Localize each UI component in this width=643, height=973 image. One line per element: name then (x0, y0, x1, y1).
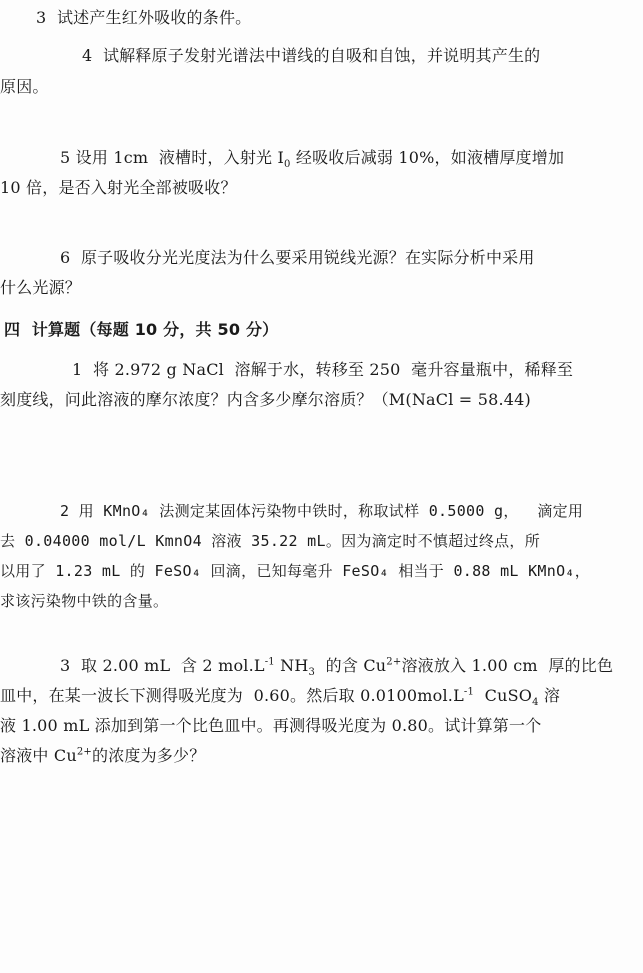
question-6-line-1 (60, 242, 535, 273)
calc-3-text-2b: CuSO (474, 686, 533, 705)
calc-3-text-3: 液 1.00 mL 添加到第一个比色皿中。再测得吸光度为 0.80。试计算第一个 (0, 716, 542, 735)
calc-3-text-2: 皿中，在某一波长下测得吸光度为 0.60。然后取 0.0100mol.L (0, 686, 464, 705)
question-4-line-2 (0, 71, 49, 102)
question-4-line-1 (82, 40, 540, 71)
calc-1-text-cont: 刻度线，问此溶液的摩尔浓度？内含多少摩尔溶质？（M(NaCl = 58.44) (0, 390, 531, 409)
question-5-line-1 (60, 142, 564, 173)
calc-3-text-a: 3 取 2.00 mL 含 2 mol.L (60, 656, 265, 675)
calc-1-line-1 (72, 354, 573, 385)
calc-2-text-4: 求该污染物中铁的含量。 (0, 592, 169, 610)
question-6-line-2 (0, 272, 81, 303)
question-4-text: 4 试解释原子发射光谱法中谱线的自吸和自蚀，并说明其产生的 (82, 46, 541, 65)
calc-3-line-1 (60, 650, 613, 681)
calc-3-sub-1: 3 (308, 667, 316, 679)
calc-2-line-3 (0, 556, 590, 587)
calc-2-line-2 (0, 526, 540, 557)
calc-3-text-4a: 溶液中 Cu (0, 746, 77, 765)
calc-3-sup-1: -1 (264, 656, 275, 668)
calc-3-text-c: 的含 Cu (315, 656, 387, 675)
calc-3-text-b: NH (274, 656, 309, 675)
calc-2-text-3: 以用了 1.23 mL 的 FeSO₄ 回滴，已知每毫升 FeSO₄ 相当于 0.88 mL KMnO₄， (0, 562, 591, 580)
question-5-subscript: 0 (284, 159, 291, 171)
question-5-text-cont: 10 倍，是否入射光全部被吸收？ (0, 178, 237, 197)
question-3-text: 3 试述产生红外吸收的条件。 (36, 8, 252, 27)
calc-3-text-4b: 的浓度为多少？ (92, 746, 206, 765)
question-5-line-2 (0, 172, 237, 203)
question-5-text-b: 经吸收后减弱 10%，如液槽厚度增加 (290, 148, 565, 167)
section-heading (4, 314, 278, 345)
calc-3-line-2 (0, 680, 560, 711)
question-5-text: 5 设用 1cm 液槽时，入射光 I (60, 148, 285, 167)
calc-2-line-4 (0, 586, 168, 617)
calc-3-text-d: 溶液放入 1.00 cm 厚的比色 (401, 656, 614, 675)
section-title: 四 计算题（每题 10 分，共 50 分） (4, 320, 279, 339)
calc-2-text: 2 用 KMnO₄ 法测定某固体污染物中铁时，称取试样 0.5000 g， 滴定用 (60, 502, 584, 520)
calc-3-sup-2: 2+ (386, 656, 402, 668)
calc-3-text-2c: 溶 (538, 686, 561, 705)
calc-3-line-3 (0, 710, 541, 741)
question-6-text: 6 原子吸收分光光度法为什么要采用锐线光源？在实际分析中采用 (60, 248, 535, 267)
calc-1-line-2 (0, 384, 531, 415)
question-4-text-cont: 原因。 (0, 77, 49, 96)
calc-2-line-1 (60, 496, 583, 527)
calc-3-sup-4: 2+ (76, 746, 92, 758)
calc-1-text: 1 将 2.972 g NaCl 溶解于水，转移至 250 毫升容量瓶中，稀释至 (72, 360, 574, 379)
calc-2-text-2: 去 0.04000 mol/L KmnO4 溶液 35.22 mL。因为滴定时不慎超过终点，所 (0, 532, 541, 550)
calc-3-sup-3: -1 (463, 686, 475, 698)
calc-3-sub-2: 4 (532, 697, 539, 709)
question-3 (36, 2, 251, 33)
question-6-text-cont: 什么光源？ (0, 278, 82, 297)
calc-3-line-4 (0, 740, 205, 771)
